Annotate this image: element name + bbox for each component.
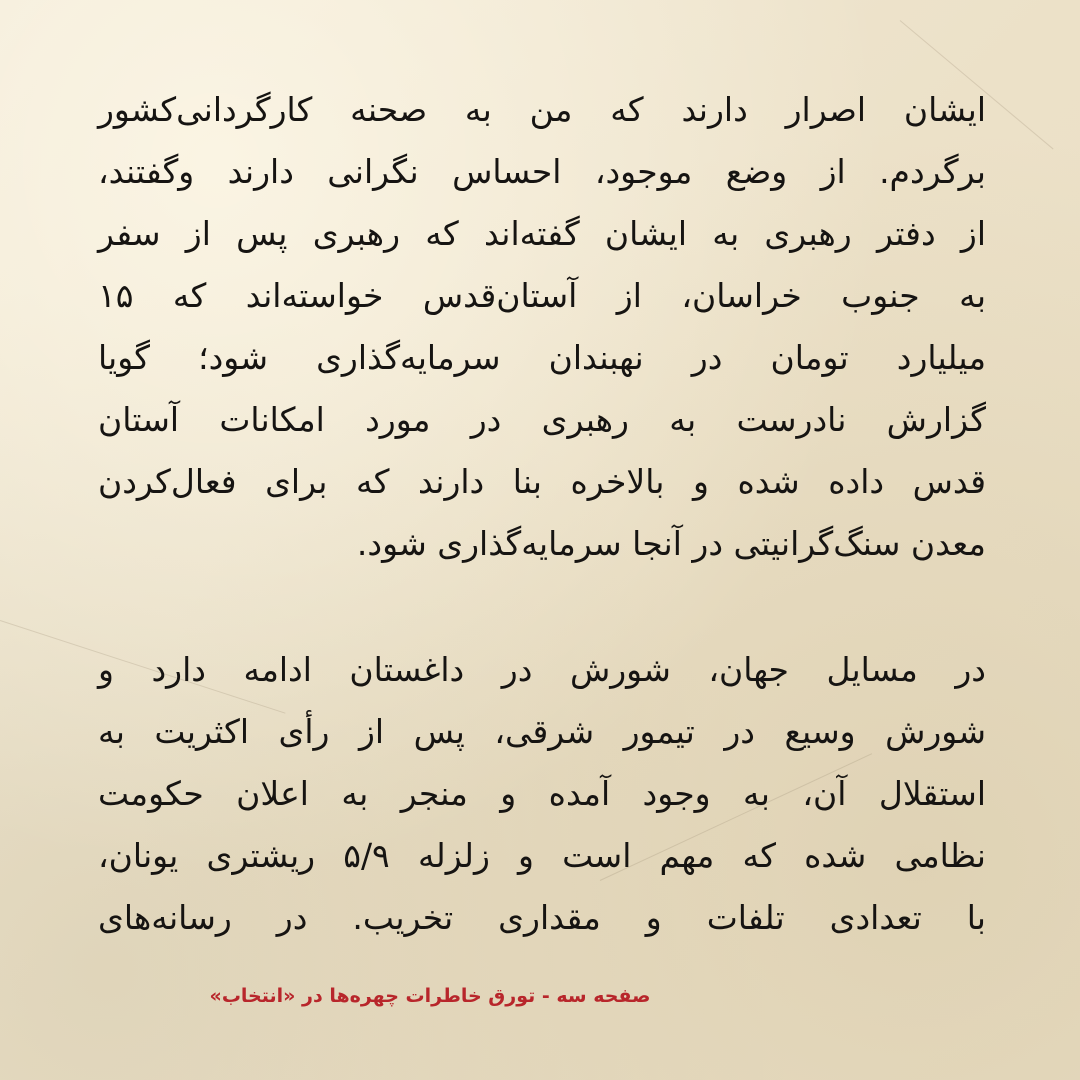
text-line: استقلال آن، به وجود آمده و منجر به اعلان حکومت — [98, 774, 986, 813]
text-line: از دفتر رهبری به ایشان گفته‌اند که رهبری پس از سفر — [98, 214, 986, 253]
text-line: برگردم. از وضع موجود، احساس نگرانی دارند وگفتند، — [98, 152, 986, 191]
paragraph-2 — [98, 639, 986, 949]
text-line: با تعدادی تلفات و مقداری تخریب. در رسانه‌های — [98, 898, 986, 937]
text-line: میلیارد تومان در نهبندان سرمایه‌گذاری شود؛ گویا — [98, 338, 986, 377]
page-footer-caption: صفحه سه - تورق خاطرات چهره‌ها در «انتخاب» — [209, 985, 651, 1007]
text-line: نظامی شده که مهم است و زلزله ۵/۹ ریشتری یونان، — [98, 836, 986, 875]
text-line: به جنوب خراسان، از آستان‌قدس خواسته‌اند که ۱۵ — [98, 276, 986, 315]
text-line: در مسایل جهان، شورش در داغستان ادامه دارد و — [98, 650, 986, 689]
text-line: ایشان اصرار دارند که من به صحنه کارگردانی‌کشور — [98, 90, 986, 129]
text-line: شورش وسیع در تیمور شرقی، پس از رأی اکثریت به — [98, 712, 986, 751]
paragraph-1 — [98, 79, 986, 575]
text-line: معدن سنگ‌گرانیتی در آنجا سرمایه‌گذاری شود. — [356, 524, 986, 563]
text-line: گزارش نادرست به رهبری در مورد امکانات آستان — [98, 400, 986, 439]
text-line: قدس داده شده و بالاخره بنا دارند که برای فعال‌کردن — [98, 462, 986, 501]
